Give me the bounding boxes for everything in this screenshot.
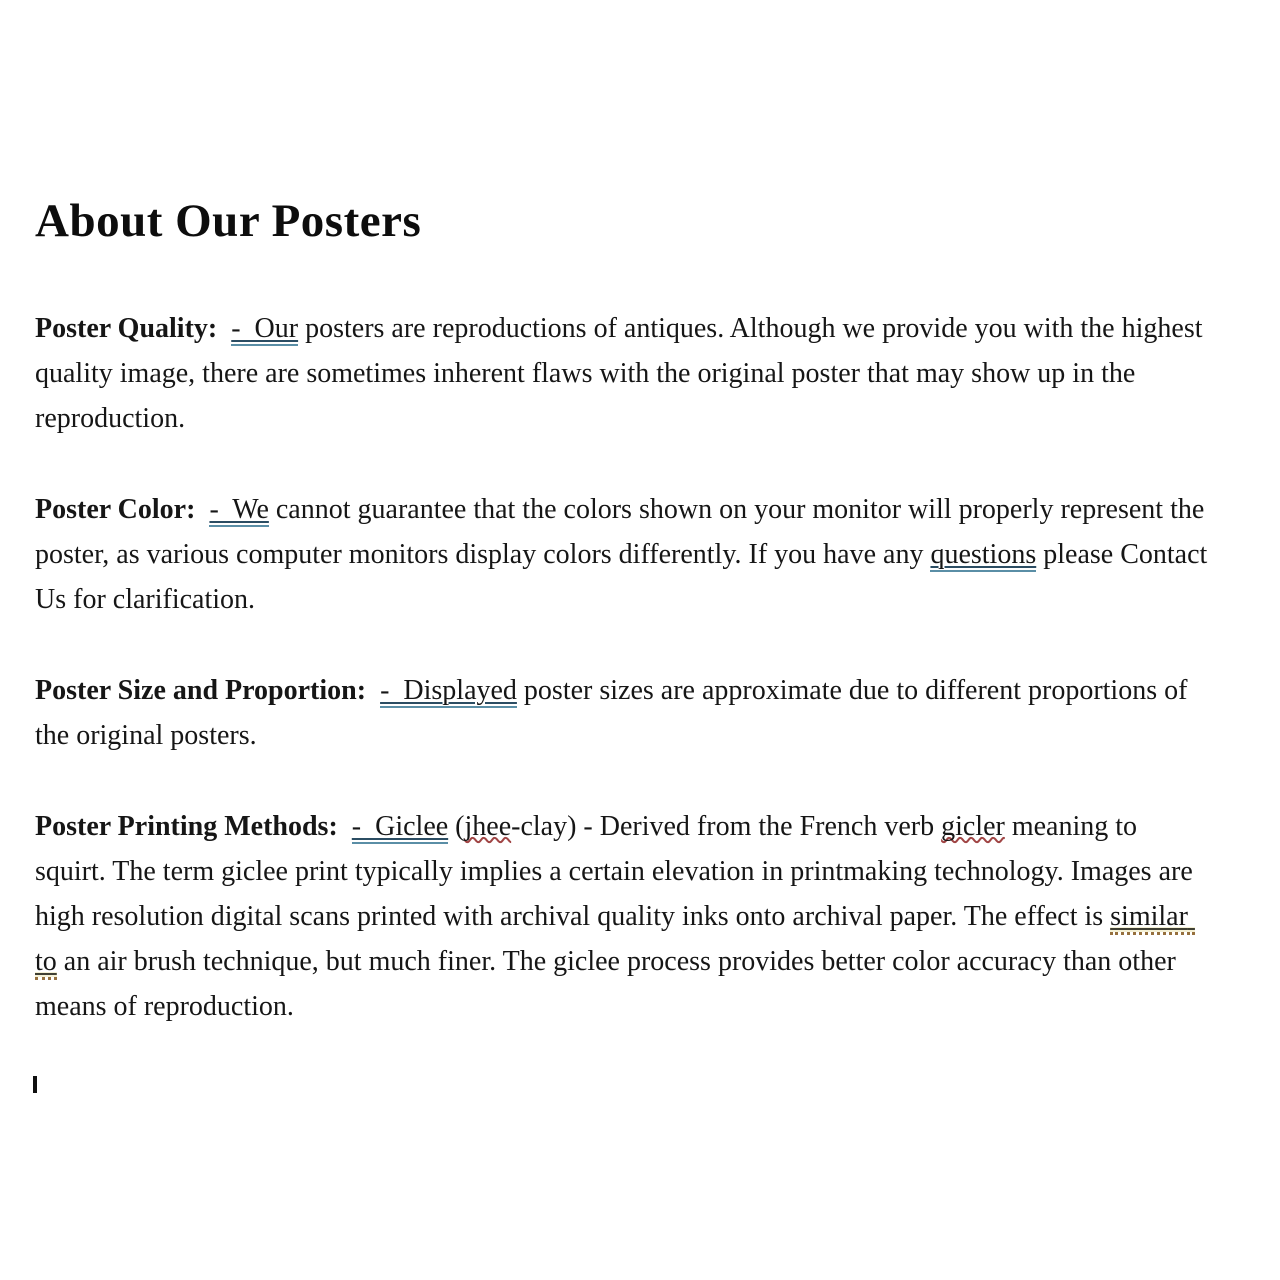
page-title: About Our Posters xyxy=(35,195,422,247)
paragraph-poster-quality xyxy=(35,306,1210,441)
paragraph-text: poster sizes are approximate due to different proportions of the original posters. xyxy=(35,674,1195,751)
paragraph-text xyxy=(217,313,231,344)
grammar-flagged-text: similar to xyxy=(35,901,1195,980)
spellcheck-flagged-text: jhee xyxy=(464,810,512,842)
paragraph-poster-printing-methods xyxy=(35,804,1210,1029)
document-body xyxy=(35,306,1215,1029)
paragraph-poster-color xyxy=(35,487,1215,622)
paragraph-text: please Contact Us for clarification. xyxy=(35,538,1215,615)
paragraph-label: Poster Size and Proportion: xyxy=(35,674,367,706)
paragraph-text: cannot guarantee that the colors shown on your monitor will properly represent the poster, as various computer monitors display colors differently. If you have any xyxy=(35,493,1212,570)
paragraph-text xyxy=(195,494,209,525)
paragraph-label: Poster Printing Methods: xyxy=(35,810,338,842)
paragraph-text xyxy=(366,675,380,706)
paragraph-label: Poster Quality: xyxy=(35,312,218,344)
paragraph-text: posters are reproductions of antiques. Although we provide you with the highest quality image, there are sometimes inherent flaws with the original poster that may show up in the reproduction. xyxy=(35,312,1210,434)
double-underlined-text: - Displayed xyxy=(380,674,517,706)
paragraph-text: -clay) - Derived from the French verb xyxy=(511,810,942,842)
paragraph-text: ( xyxy=(448,810,465,842)
double-underlined-text: - We xyxy=(209,493,269,525)
paragraph-text: an air brush technique, but much finer. The giclee process provides better color accuracy than other means of reproduction. xyxy=(35,945,1183,1022)
double-underlined-text: - Our xyxy=(231,312,299,344)
paragraph-text: meaning to squirt. The term giclee print typically implies a certain elevation in printmaking technology. Images are high resolution digital scans printed with archival quality inks onto archival paper. The effect is xyxy=(35,810,1200,932)
double-underlined-text: - Giclee xyxy=(351,810,449,842)
spellcheck-flagged-text: gicler xyxy=(941,810,1005,842)
paragraph-poster-size-and-proportion xyxy=(35,668,1210,758)
paragraph-label: Poster Color: xyxy=(35,493,196,525)
double-underlined-text: questions xyxy=(930,538,1037,570)
paragraph-text xyxy=(338,811,352,842)
text-cursor-artifact xyxy=(33,1076,37,1093)
